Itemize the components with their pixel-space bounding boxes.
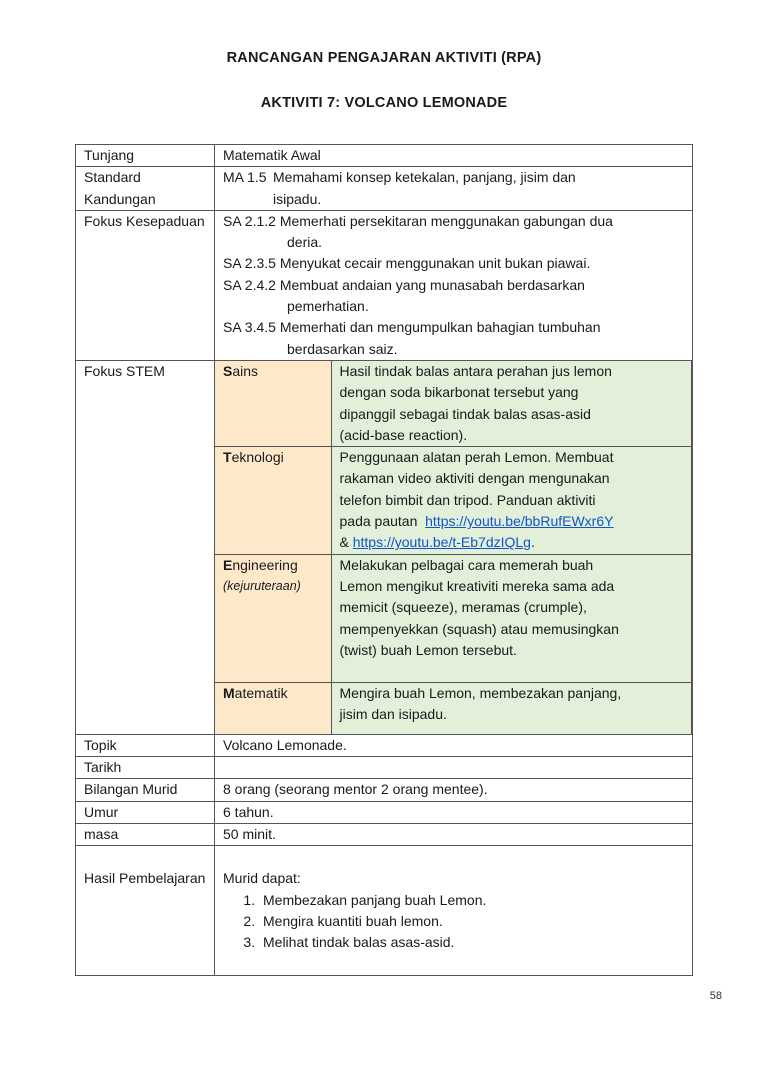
standard-text: Memahami konsep ketekalan, panjang, jisim dan xyxy=(273,169,576,186)
row-masa xyxy=(76,823,693,845)
hasil-intro: Murid dapat: xyxy=(223,870,301,887)
page-number: 58 xyxy=(709,990,722,1002)
stem-engineering-sub: (kejuruteraan) xyxy=(223,578,301,593)
stem-matematik-label: Matematik xyxy=(215,683,331,734)
stem-matematik-desc: Mengira buah Lemon, membezakan panjang, jisim dan isipadu. xyxy=(331,683,692,734)
fokus-stem-cell xyxy=(215,360,693,734)
stem-row-teknologi xyxy=(215,447,692,554)
list-item: 2. Mengira kuantiti buah lemon. xyxy=(259,911,684,932)
tarikh-label: Tarikh xyxy=(76,757,215,779)
list-item: 3. Melihat tindak balas asas-asid. xyxy=(259,932,684,953)
list-item: 1. Membezakan panjang buah Lemon. xyxy=(259,890,684,911)
topik-label: Topik xyxy=(76,734,215,756)
kesepaduan-item-cont: deria. xyxy=(287,234,323,251)
row-topik xyxy=(76,734,693,756)
stem-row-matematik xyxy=(215,683,692,734)
stem-table xyxy=(215,361,692,734)
stem-engineering-desc: Melakukan pelbagai cara memerah buah Lemon mengikut kreativiti mereka sama ada memicit (squeeze), meramas (crumple), mempenyekkan (squash) atau memusingkan (twist) buah Lemon tersebut. xyxy=(331,554,692,682)
row-fokus-kesepaduan xyxy=(76,210,693,360)
stem-engineering-label: Engineering (kejuruteraan) xyxy=(215,554,331,682)
kesepaduan-item: SA 2.4.2 Membuat andaian yang munasabah berdasarkan xyxy=(223,276,585,293)
row-umur xyxy=(76,801,693,823)
stem-row-engineering xyxy=(215,554,692,682)
standard-code: MA 1.5 xyxy=(223,169,267,186)
standard-label-line: Standard xyxy=(84,169,141,186)
hasil-label: Hasil Pembelajaran xyxy=(76,846,215,976)
kesepaduan-item-cont: berdasarkan saiz. xyxy=(287,340,398,357)
kesepaduan-item: SA 3.4.5 Memerhati dan mengumpulkan bahagian tumbuhan xyxy=(223,319,601,336)
stem-sains-label: Sains xyxy=(215,361,331,447)
row-hasil-pembelajaran xyxy=(76,846,693,976)
row-tarikh xyxy=(76,757,693,779)
video-link-2[interactable]: https://youtu.be/t-Eb7dzIQLg xyxy=(352,534,531,551)
row-tunjang xyxy=(76,145,693,167)
masa-label: masa xyxy=(76,823,215,845)
bilangan-murid-label: Bilangan Murid xyxy=(76,779,215,801)
rpa-table xyxy=(75,144,693,976)
tarikh-value xyxy=(215,757,693,779)
bilangan-murid-value: 8 orang (seorang mentor 2 orang mentee). xyxy=(215,779,693,801)
standard-label xyxy=(76,167,215,211)
activity-title: AKTIVITI 7: VOLCANO LEMONADE xyxy=(260,95,508,111)
kesepaduan-item-cont: pemerhatian. xyxy=(287,298,369,315)
fokus-kesepaduan-value xyxy=(215,210,693,360)
kesepaduan-item: SA 2.1.2 Memerhati persekitaran menggunakan gabungan dua xyxy=(223,212,613,229)
stem-teknologi-desc: Penggunaan alatan perah Lemon. Membuat rakaman video aktiviti dengan mengunakan telefon bimbit dan tripod. Panduan aktiviti pada pautan https://youtu.be/bbRufEWxr6Y & https://youtu.be/t-Eb7dzIQLg. xyxy=(331,447,692,554)
fokus-stem-label: Fokus STEM xyxy=(76,360,215,734)
row-standard-kandungan xyxy=(76,167,693,211)
document-title: RANCANGAN PENGAJARAN AKTIVITI (RPA) xyxy=(226,50,542,66)
topik-value: Volcano Lemonade. xyxy=(215,734,693,756)
tunjang-label: Tunjang xyxy=(76,145,215,167)
stem-row-sains xyxy=(215,361,692,447)
standard-label-line: Kandungan xyxy=(84,190,156,207)
fokus-kesepaduan-label: Fokus Kesepaduan xyxy=(76,210,215,360)
kesepaduan-item: SA 2.3.5 Menyukat cecair menggunakan unit bukan piawai. xyxy=(223,255,591,272)
stem-teknologi-label: Teknologi xyxy=(215,447,331,554)
row-bilangan-murid xyxy=(76,779,693,801)
row-fokus-stem xyxy=(76,360,693,734)
umur-label: Umur xyxy=(76,801,215,823)
standard-value xyxy=(215,167,693,211)
umur-value: 6 tahun. xyxy=(215,801,693,823)
video-link-1[interactable]: https://youtu.be/bbRufEWxr6Y xyxy=(425,513,614,530)
hasil-value xyxy=(215,846,693,976)
masa-value: 50 minit. xyxy=(215,823,693,845)
standard-text: isipadu. xyxy=(273,190,322,207)
tunjang-value: Matematik Awal xyxy=(215,145,693,167)
stem-sains-desc: Hasil tindak balas antara perahan jus lemon dengan soda bikarbonat tersebut yang dipanggil sebagai tindak balas asas-asid (acid-base reaction). xyxy=(331,361,692,447)
hasil-list xyxy=(223,890,684,954)
